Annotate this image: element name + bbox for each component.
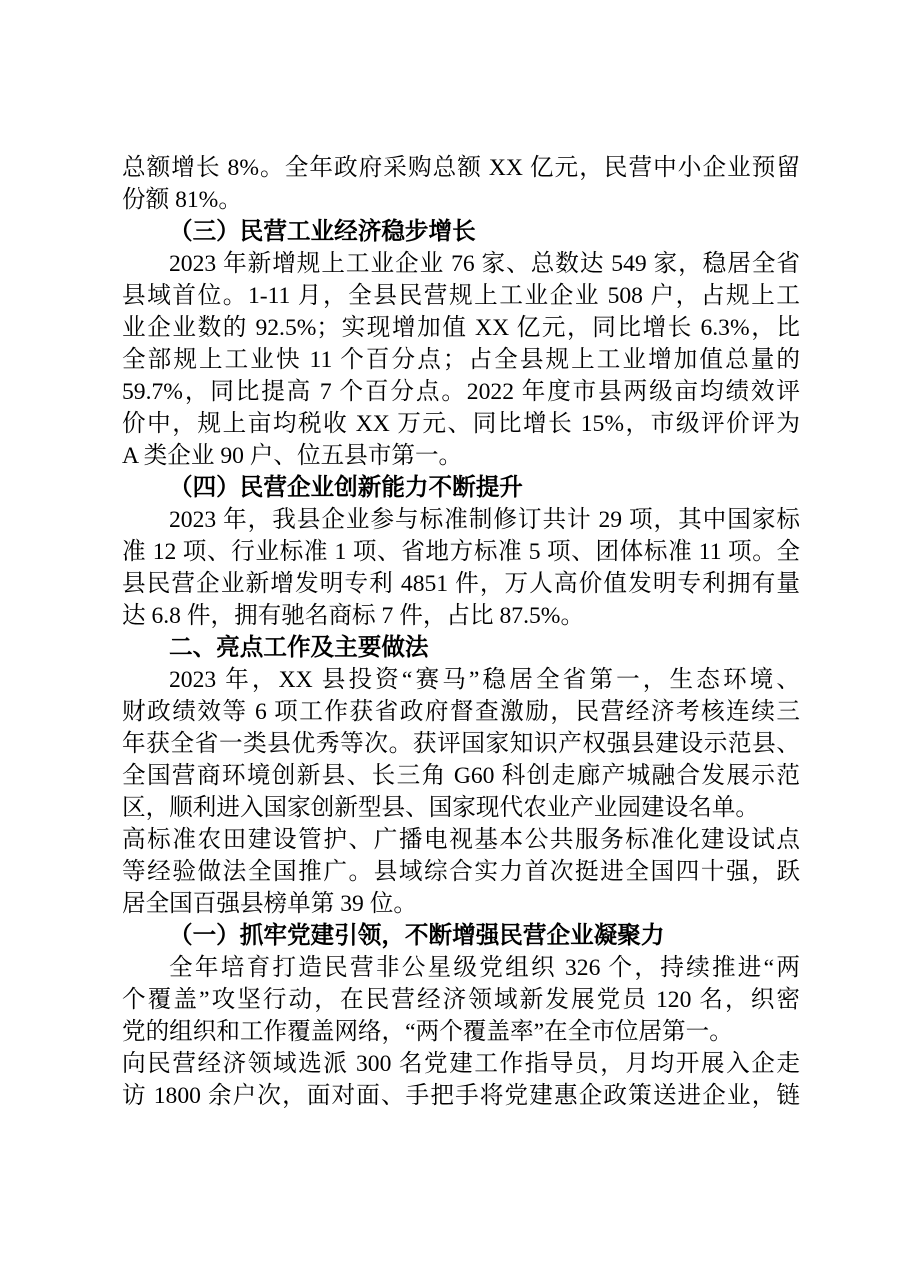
section-heading: （四）民营企业创新能力不断提升	[169, 475, 523, 501]
body-text-line: 总额增长 8%。全年政府采购总额 XX 亿元，民营中小企业预留	[122, 155, 800, 181]
body-text-line: 居全国百强县榜单第 39 位。	[122, 891, 417, 917]
body-text-line: 2023 年，我县企业参与标准制修订共计 29 项，其中国家标	[169, 507, 800, 533]
body-text-line: 全国营商环境创新县、长三角 G60 科创走廊产城融合发展示范	[122, 763, 800, 789]
body-text-line: 党的组织和工作覆盖网络，“两个覆盖率”在全市位居第一。	[122, 1019, 733, 1045]
body-text-line: 准 12 项、行业标准 1 项、省地方标准 5 项、团体标准 11 项。全	[122, 539, 800, 565]
body-text-line: 高标准农田建设管护、广播电视基本公共服务标准化建设试点	[122, 827, 800, 853]
body-text-line: 59.7%，同比提高 7 个百分点。2022 年度市县两级亩均绩效评	[122, 379, 800, 405]
section-heading: （三）民营工业经济稳步增长	[169, 219, 476, 245]
body-text-line: 等经验做法全国推广。县域综合实力首次挺进全国四十强，跃	[122, 859, 800, 885]
body-text-line: 价中，规上亩均税收 XX 万元、同比增长 15%，市级评价评为	[122, 411, 800, 437]
body-text-line: A 类企业 90 户、位五县市第一。	[122, 443, 463, 469]
body-text-line: 县民营企业新增发明专利 4851 件，万人高价值发明专利拥有量	[122, 571, 800, 597]
body-text-line: 全部规上工业快 11 个百分点；占全县规上工业增加值总量的	[122, 347, 800, 373]
body-text-line: 年获全省一类县优秀等次。获评国家知识产权强县建设示范县、	[122, 731, 800, 757]
section-heading: （一）抓牢党建引领，不断增强民营企业凝聚力	[169, 923, 665, 949]
body-text-line: 财政绩效等 6 项工作获省政府督查激励，民营经济考核连续三	[122, 699, 800, 725]
body-text-line: 访 1800 余户次，面对面、手把手将党建惠企政策送进企业，链	[122, 1083, 800, 1109]
body-text-line: 业企业数的 92.5%；实现增加值 XX 亿元，同比增长 6.3%，比	[122, 315, 800, 341]
document-page	[122, 152, 800, 1112]
body-text-line: 全年培育打造民营非公星级党组织 326 个，持续推进“两	[169, 955, 800, 981]
body-text-line: 2023 年，XX 县投资“赛马”稳居全省第一，生态环境、	[169, 667, 800, 693]
body-text-line: 2023 年新增规上工业企业 76 家、总数达 549 家，稳居全省	[169, 251, 800, 277]
body-text-line: 区，顺利进入国家创新型县、国家现代农业产业园建设名单。	[122, 795, 760, 821]
body-text-line: 向民营经济领域选派 300 名党建工作指导员，月均开展入企走	[122, 1051, 800, 1077]
body-text-line: 达 6.8 件，拥有驰名商标 7 件，占比 87.5%。	[122, 603, 585, 629]
body-text-line: 份额 81%。	[122, 187, 242, 213]
section-heading: 二、亮点工作及主要做法	[169, 635, 429, 661]
body-text-line: 县域首位。1-11 月，全县民营规上工业企业 508 户，占规上工	[122, 283, 800, 309]
body-text-line: 个覆盖”攻坚行动，在民营经济领域新发展党员 120 名，织密	[122, 987, 800, 1013]
